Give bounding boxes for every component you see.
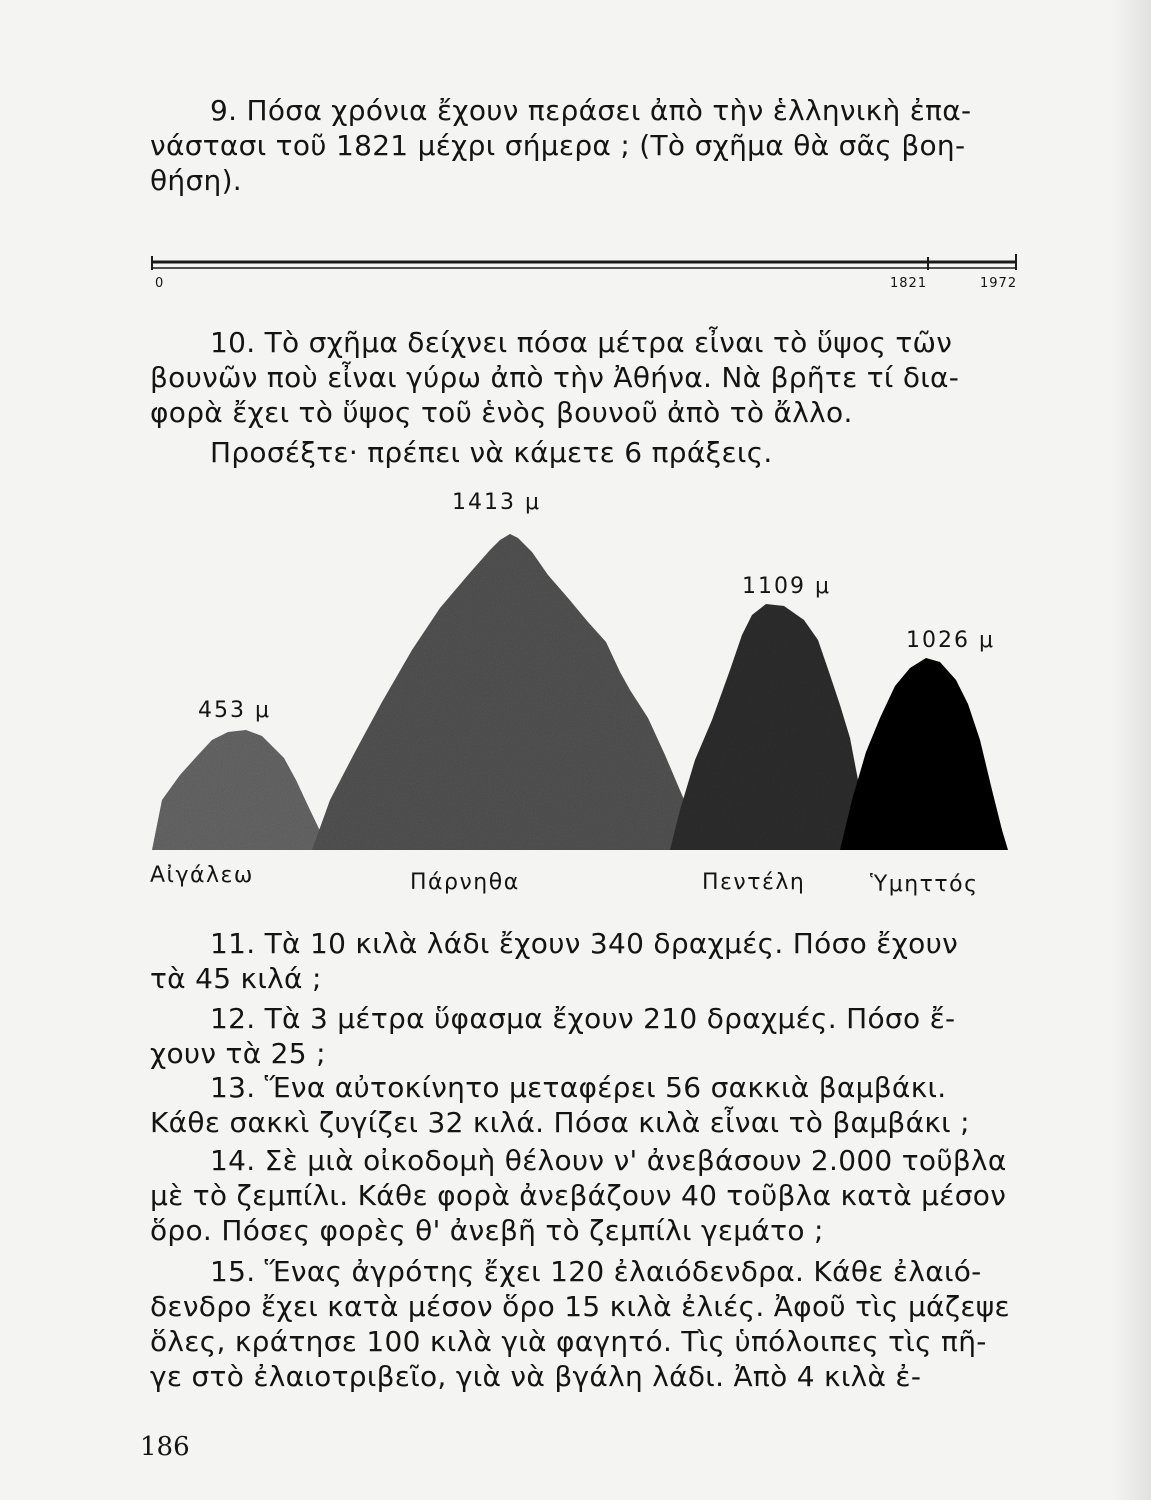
problem-10-line: βουνῶν ποὺ εἶναι γύρω ἀπὸ τὴν Ἀθήνα. Νὰ βρῆτε τί δια- [150,361,960,394]
timeline-figure [150,250,1020,300]
aigaleo-height-label: 453 μ [198,698,271,723]
aigaleo-name: Αἰγάλεω [150,863,254,888]
problem-14 [150,1143,1030,1248]
problem-10-note: Προσέξτε· πρέπει νὰ κάμετε 6 πράξεις. [210,436,773,469]
mountain-parnitha [312,534,705,850]
problem-12-line: χουν τὰ 25 ; [150,1037,326,1070]
timeline-start-label: 0 [155,276,165,291]
problem-10 [150,325,1030,430]
parnitha-height-label: 1413 μ [452,490,541,515]
problem-9-line: νάστασι τοῦ 1821 μέχρι σήμερα ; (Τὸ σχῆμα θὰ σᾶς βοη- [150,129,966,162]
mountains-figure [150,490,1030,910]
problem-15 [150,1254,1030,1394]
penteli-name: Πεντέλη [702,870,806,895]
page-number: 186 [140,1432,190,1462]
problem-9-line: 9. Πόσα χρόνια ἔχουν περάσει ἀπὸ τὴν ἑλληνικὴ ἐπα- [210,94,972,127]
problem-10-line: φορὰ ἔχει τὸ ὕψος τοῦ ἑνὸς βουνοῦ ἀπὸ τὸ ἄλλο. [150,396,853,429]
problem-9 [150,93,1030,198]
problem-13-line: 13. Ἕνα αὐτοκίνητο μεταφέρει 56 σακκιὰ βαμβάκι. [210,1071,947,1104]
problem-14-line: μὲ τὸ ζεμπίλι. Κάθε φορὰ ἀνεβάζουν 40 τοῦβλα κατὰ μέσον [150,1179,1007,1212]
problem-15-line: δενδρο ἔχει κατὰ μέσον ὅρο 15 κιλὰ ἐλιές. Ἀφοῦ τὶς μάζεψε [150,1290,1010,1323]
page-edge-shadow [1111,0,1151,1500]
problem-14-line: 14. Σὲ μιὰ οἰκοδομὴ θέλουν ν' ἀνεβάσουν 2.000 τοῦβλα [210,1144,1007,1177]
timeline-1972-label: 1972 [980,276,1018,291]
problem-9-line: θήση). [150,164,242,197]
problem-15-line: γε στὸ ἐλαιοτριβεῖο, γιὰ νὰ βγάλη λάδι. Ἀπὸ 4 κιλὰ ἐ- [150,1360,922,1393]
problem-11-line: τὰ 45 κιλά ; [150,962,322,995]
mountain-penteli [670,604,866,850]
mountain-aigaleo [152,730,330,850]
parnitha-name: Πάρνηθα [410,870,520,895]
imittos-name: Ὑμηττός [870,872,979,897]
mountains-illustration [150,490,1030,910]
problem-13-line: Κάθε σακκὶ ζυγίζει 32 κιλά. Πόσα κιλὰ εἶναι τὸ βαμβάκι ; [150,1106,970,1139]
imittos-height-label: 1026 μ [906,628,995,653]
problem-11-line: 11. Τὰ 10 κιλὰ λάδι ἔχουν 340 δραχμές. Πόσο ἔχουν [210,927,959,960]
problem-15-line: 15. Ἕνας ἀγρότης ἔχει 120 ἐλαιόδενδρα. Κάθε ἐλαιό- [210,1255,982,1288]
mountain-imittos [840,658,1008,850]
problem-10-line: 10. Τὸ σχῆμα δείχνει πόσα μέτρα εἶναι τὸ ὕψος τῶν [210,326,953,359]
penteli-height-label: 1109 μ [742,574,831,599]
problem-15-line: ὅλες, κράτησε 100 κιλὰ γιὰ φαγητό. Τὶς ὑπόλοιπες τὶς πῆ- [150,1325,987,1358]
problem-12-line: 12. Τὰ 3 μέτρα ὕφασμα ἔχουν 210 δραχμές. Πόσο ἔ- [210,1002,956,1035]
problem-12 [150,1001,1030,1071]
problem-13 [150,1070,1030,1140]
problem-11 [150,926,1030,996]
timeline-1821-label: 1821 [890,276,928,291]
problem-14-line: ὅρο. Πόσες φορὲς θ' ἀνεβῆ τὸ ζεμπίλι γεμάτο ; [150,1214,824,1247]
